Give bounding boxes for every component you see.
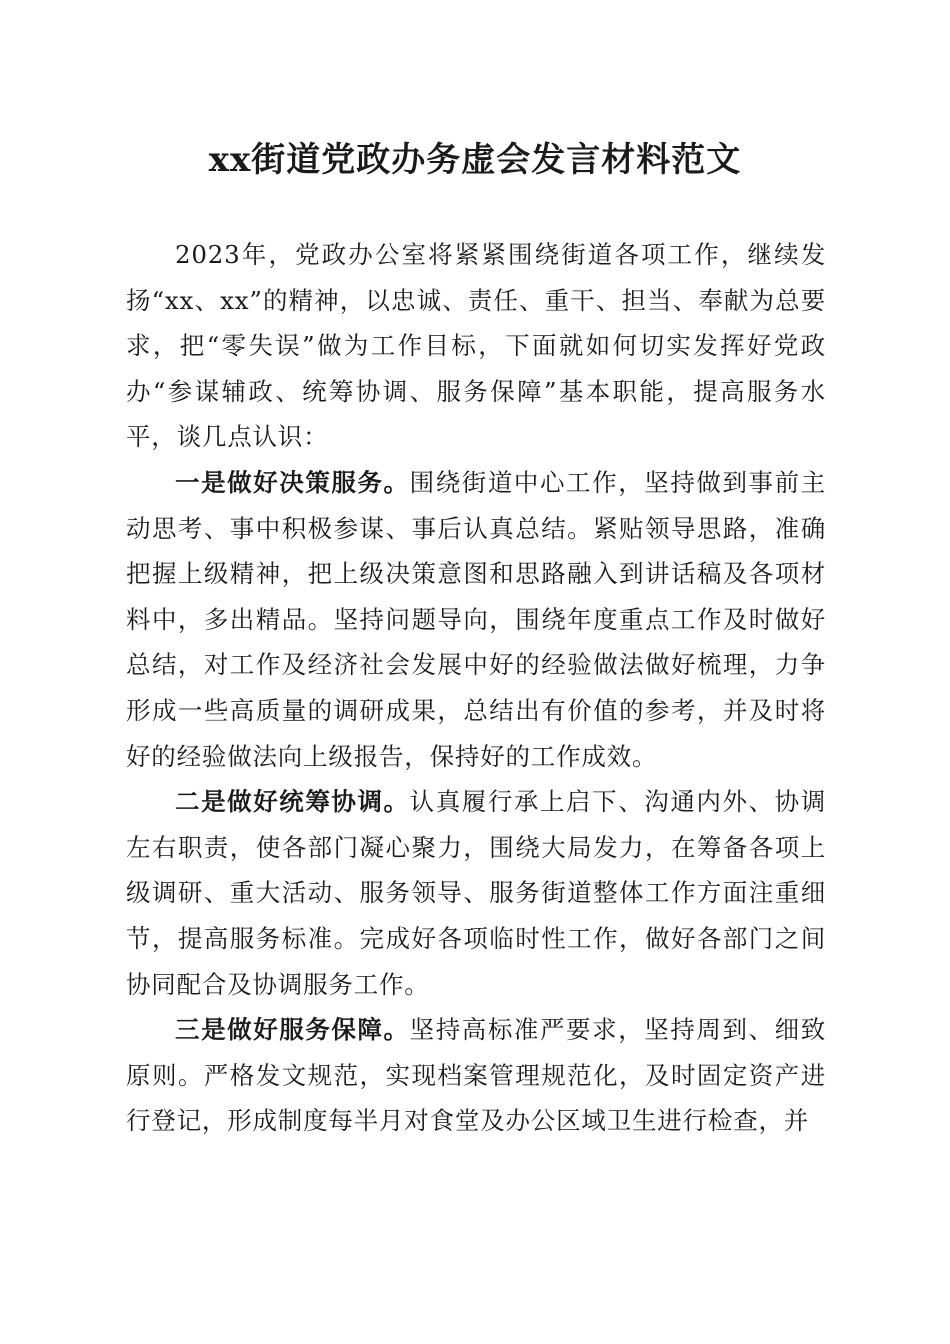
section-paragraph-3 [126, 1007, 826, 1144]
section-text-3: 坚持高标准严要求，坚持周到、细致原则。严格发文规范，实现档案管理规范化，及时固定资产进行登记，形成制度每半月对食堂及办公区域卫生进行检查，并 [126, 1015, 826, 1136]
section-text-2: 认真履行承上启下、沟通内外、协调左右职责，使各部门凝心聚力，围绕大局发力，在筹备各项上级调研、重大活动、服务领导、服务街道整体工作方面注重细节，提高服务标准。完成好各项临时性工作，做好各部门之间协同配合及协调服务工作。 [126, 787, 826, 999]
section-lead-2: 二是做好统筹协调。 [175, 787, 410, 817]
section-lead-1: 一是做好决策服务。 [175, 467, 410, 497]
section-lead-3: 三是做好服务保障。 [175, 1015, 410, 1045]
section-text-1: 围绕街道中心工作，坚持做到事前主动思考、事中积极参谋、事后认真总结。紧贴领导思路，准确把握上级精神，把上级决策意图和思路融入到讲话稿及各项材料中，多出精品。坚持问题导向，围绕年度重点工作及时做好总结，对工作及经济社会发展中好的经验做法做好梳理，力争形成一些高质量的调研成果，总结出有价值的参考，并及时将好的经验做法向上级报告，保持好的工作成效。 [126, 467, 826, 771]
document-title: xx街道党政办务虚会发言材料范文 [208, 140, 742, 180]
section-paragraph-1 [126, 460, 826, 779]
intro-paragraph: 2023年，党政办公室将紧紧围绕街道各项工作，继续发扬“xx、xx”的精神，以忠诚、责任、重干、担当、奉献为总要求，把“零失误”做为工作目标，下面就如何切实发挥好党政办“参谋辅政、统筹协调、服务保障”基本职能，提高服务水平，谈几点认识： [126, 240, 826, 452]
section-paragraph-2 [126, 779, 826, 1007]
document-body [126, 232, 826, 1144]
